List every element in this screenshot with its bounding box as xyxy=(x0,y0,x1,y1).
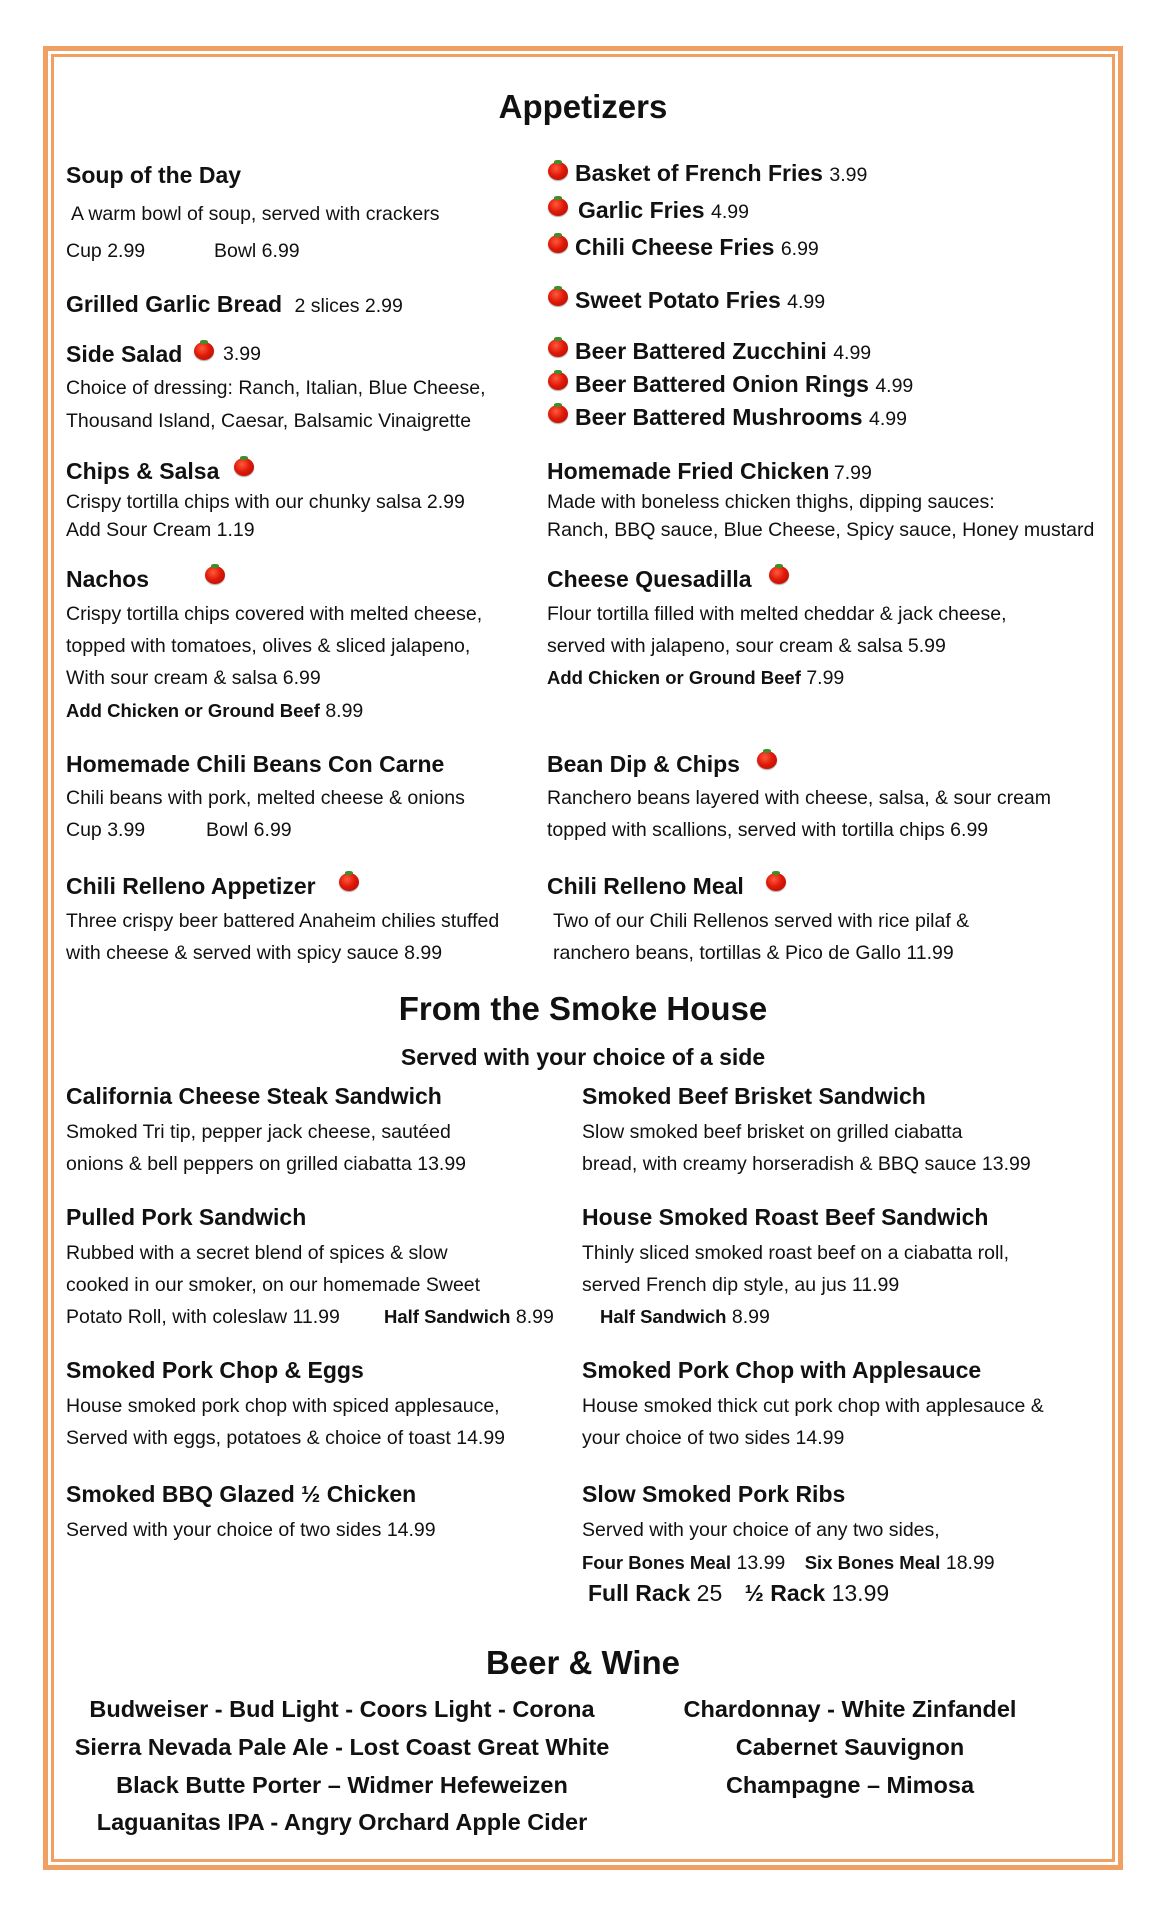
cheese-steak-desc-1: Smoked Tri tip, pepper jack cheese, sautéed xyxy=(66,1121,451,1143)
soup-desc: A warm bowl of soup, served with crackers xyxy=(71,203,440,225)
roast-beef-half-price: 8.99 xyxy=(731,1306,770,1328)
ribs-full-price: 25 xyxy=(696,1580,723,1606)
pork-chop-eggs-desc-1: House smoked pork chop with spiced applesauce, xyxy=(66,1395,500,1417)
garlic-bread-name: Grilled Garlic Bread xyxy=(66,291,283,317)
chips-salsa-desc-1: Crispy tortilla chips with our chunky salsa 2.99 xyxy=(66,491,465,513)
fries-name: Beer Battered Zucchini xyxy=(575,338,827,364)
fries-name: Beer Battered Onion Rings xyxy=(575,371,869,397)
chili-beans-name: Homemade Chili Beans Con Carne xyxy=(66,751,445,777)
pulled-pork-name: Pulled Pork Sandwich xyxy=(66,1204,307,1230)
fried-chicken-desc-2: Ranch, BBQ sauce, Blue Cheese, Spicy sauce, Honey mustard xyxy=(547,519,1095,541)
garlic-bread-item xyxy=(66,290,403,322)
chili-relleno-meal-desc-1: Two of our Chili Rellenos served with rice pilaf & xyxy=(553,910,970,932)
pork-chop-apple-desc-2: your choice of two sides 14.99 xyxy=(582,1427,845,1449)
fries-item xyxy=(575,404,907,431)
chili-beans-cup: Cup 3.99 xyxy=(66,819,146,841)
tomato-icon xyxy=(548,339,568,357)
bbq-chicken-name: Smoked BBQ Glazed ½ Chicken xyxy=(66,1481,417,1507)
ribs-full-label: Full Rack xyxy=(588,1580,691,1606)
quesadilla-add-price: 7.99 xyxy=(806,667,845,689)
beer-line: Budweiser - Bud Light - Coors Light - Corona xyxy=(89,1696,595,1722)
fries-price: 3.99 xyxy=(829,164,868,186)
cheese-steak-desc-2: onions & bell peppers on grilled ciabatta 13.99 xyxy=(66,1153,467,1175)
nachos-desc-1: Crispy tortilla chips covered with melted cheese, xyxy=(66,603,483,625)
pork-chop-eggs-desc-2: Served with eggs, potatoes & choice of toast 14.99 xyxy=(66,1427,506,1449)
beer-line: Black Butte Porter – Widmer Hefeweizen xyxy=(116,1772,568,1798)
bean-dip-name: Bean Dip & Chips xyxy=(547,751,740,777)
roast-beef-name: House Smoked Roast Beef Sandwich xyxy=(582,1204,989,1230)
nachos-add-label: Add Chicken or Ground Beef xyxy=(66,700,320,721)
tomato-icon xyxy=(548,235,568,253)
pulled-pork-half xyxy=(384,1301,554,1333)
nachos-desc-3: With sour cream & salsa 6.99 xyxy=(66,667,321,689)
fries-price: 4.99 xyxy=(868,408,907,430)
quesadilla-name: Cheese Quesadilla xyxy=(547,566,752,592)
cheese-steak-name: California Cheese Steak Sandwich xyxy=(66,1083,442,1109)
tomato-icon xyxy=(548,288,568,306)
roast-beef-desc-1: Thinly sliced smoked roast beef on a ciabatta roll, xyxy=(582,1242,1010,1264)
fries-name: Basket of French Fries xyxy=(575,160,823,186)
chili-relleno-meal-desc-2: ranchero beans, tortillas & Pico de Gallo 11.99 xyxy=(553,942,954,964)
fried-chicken-item xyxy=(547,457,872,489)
nachos-add xyxy=(66,695,363,727)
quesadilla-desc-1: Flour tortilla filled with melted cheddar & jack cheese, xyxy=(547,603,1007,625)
pulled-pork-desc-3: Potato Roll, with coleslaw 11.99 xyxy=(66,1306,340,1328)
beer-line: Laguanitas IPA - Angry Orchard Apple Cider xyxy=(96,1809,588,1835)
fries-item xyxy=(575,338,871,365)
tomato-icon xyxy=(769,566,789,584)
pulled-pork-half-label: Half Sandwich xyxy=(384,1306,511,1327)
fries-item xyxy=(575,287,825,314)
fries-item xyxy=(575,234,819,261)
smokehouse-subtitle: Served with your choice of a side xyxy=(400,1044,766,1070)
pulled-pork-half-price: 8.99 xyxy=(515,1306,554,1328)
pork-chop-apple-name: Smoked Pork Chop with Applesauce xyxy=(582,1357,982,1383)
smokehouse-heading: From the Smoke House xyxy=(398,990,768,1027)
bean-dip-desc-1: Ranchero beans layered with cheese, salsa, & sour cream xyxy=(547,787,1052,809)
wine-line: Champagne – Mimosa xyxy=(725,1772,975,1798)
tomato-icon xyxy=(548,372,568,390)
side-salad-name: Side Salad xyxy=(66,341,183,367)
wine-line: Chardonnay - White Zinfandel xyxy=(683,1696,1017,1722)
chili-relleno-app-desc-1: Three crispy beer battered Anaheim chilies stuffed xyxy=(66,910,500,932)
side-salad-desc-1: Choice of dressing: Ranch, Italian, Blue Cheese, xyxy=(66,377,486,399)
tomato-icon xyxy=(548,198,568,216)
side-salad-desc-2: Thousand Island, Caesar, Balsamic Vinaigrette xyxy=(66,410,472,432)
soup-name: Soup of the Day xyxy=(66,162,242,188)
pork-chop-apple-desc-1: House smoked thick cut pork chop with applesauce & xyxy=(582,1395,1044,1417)
chili-beans-bowl: Bowl 6.99 xyxy=(206,819,292,841)
tomato-icon xyxy=(548,405,568,423)
fries-name: Chili Cheese Fries xyxy=(575,234,775,260)
tomato-icon xyxy=(766,873,786,891)
fries-name: Garlic Fries xyxy=(578,197,705,223)
brisket-name: Smoked Beef Brisket Sandwich xyxy=(582,1083,926,1109)
side-salad-price: 3.99 xyxy=(223,343,261,365)
fries-name: Sweet Potato Fries xyxy=(575,287,781,313)
tomato-icon xyxy=(205,566,225,584)
tomato-icon xyxy=(234,458,254,476)
fries-item xyxy=(578,197,749,224)
ribs-rack xyxy=(588,1580,889,1607)
roast-beef-desc-2: served French dip style, au jus 11.99 xyxy=(582,1274,900,1296)
quesadilla-add-label: Add Chicken or Ground Beef xyxy=(547,667,801,688)
quesadilla-add xyxy=(547,662,844,694)
wine-line: Cabernet Sauvignon xyxy=(735,1734,965,1760)
soup-cup: Cup 2.99 xyxy=(66,240,146,262)
bbq-chicken-desc: Served with your choice of two sides 14.99 xyxy=(66,1519,436,1541)
ribs-six-price: 18.99 xyxy=(945,1552,995,1574)
beer-line: Sierra Nevada Pale Ale - Lost Coast Great White xyxy=(74,1734,610,1760)
bean-dip-desc-2: topped with scallions, served with tortilla chips 6.99 xyxy=(547,819,989,841)
ribs-bones xyxy=(582,1547,995,1579)
ribs-six-label: Six Bones Meal xyxy=(804,1552,941,1573)
pulled-pork-desc-1: Rubbed with a secret blend of spices & slow xyxy=(66,1242,448,1264)
fried-chicken-price: 7.99 xyxy=(833,462,872,484)
chili-beans-desc: Chili beans with pork, melted cheese & onions xyxy=(66,787,465,809)
fries-price: 4.99 xyxy=(710,201,749,223)
appetizers-heading: Appetizers xyxy=(498,88,668,125)
nachos-name: Nachos xyxy=(66,566,150,592)
ribs-four-label: Four Bones Meal xyxy=(582,1552,732,1573)
fries-price: 4.99 xyxy=(875,375,914,397)
chili-relleno-app-name: Chili Relleno Appetizer xyxy=(66,873,316,899)
chips-salsa-desc-2: Add Sour Cream 1.19 xyxy=(66,519,255,541)
quesadilla-desc-2: served with jalapeno, sour cream & salsa 5.99 xyxy=(547,635,946,657)
nachos-desc-2: topped with tomatoes, olives & sliced jalapeno, xyxy=(66,635,471,657)
roast-beef-half-label: Half Sandwich xyxy=(600,1306,727,1327)
tomato-icon xyxy=(194,342,214,360)
fries-item xyxy=(575,160,867,187)
pulled-pork-desc-2: cooked in our smoker, on our homemade Sweet xyxy=(66,1274,481,1296)
pork-chop-eggs-name: Smoked Pork Chop & Eggs xyxy=(66,1357,364,1383)
chili-relleno-app-desc-2: with cheese & served with spicy sauce 8.99 xyxy=(66,942,443,964)
chips-salsa-name: Chips & Salsa xyxy=(66,458,220,484)
ribs-name: Slow Smoked Pork Ribs xyxy=(582,1481,846,1507)
ribs-desc: Served with your choice of any two sides, xyxy=(582,1519,940,1541)
ribs-half-price: 13.99 xyxy=(831,1580,890,1606)
beer-wine-heading: Beer & Wine xyxy=(485,1644,681,1681)
fries-price: 6.99 xyxy=(780,238,819,260)
fries-name: Beer Battered Mushrooms xyxy=(575,404,863,430)
tomato-icon xyxy=(548,162,568,180)
tomato-icon xyxy=(339,873,359,891)
fries-item xyxy=(575,371,913,398)
chili-relleno-meal-name: Chili Relleno Meal xyxy=(547,873,744,899)
tomato-icon xyxy=(757,751,777,769)
brisket-desc-2: bread, with creamy horseradish & BBQ sauce 13.99 xyxy=(582,1153,1031,1175)
roast-beef-half xyxy=(600,1301,770,1333)
brisket-desc-1: Slow smoked beef brisket on grilled ciabatta xyxy=(582,1121,963,1143)
fried-chicken-name: Homemade Fried Chicken xyxy=(547,458,830,484)
ribs-half-label: ½ Rack xyxy=(744,1580,826,1606)
garlic-bread-price: 2 slices 2.99 xyxy=(294,295,403,317)
fried-chicken-desc-1: Made with boneless chicken thighs, dipping sauces: xyxy=(547,491,995,513)
fries-price: 4.99 xyxy=(787,291,826,313)
ribs-four-price: 13.99 xyxy=(736,1552,786,1574)
nachos-add-price: 8.99 xyxy=(325,700,364,722)
fries-price: 4.99 xyxy=(833,342,872,364)
soup-bowl: Bowl 6.99 xyxy=(214,240,300,262)
